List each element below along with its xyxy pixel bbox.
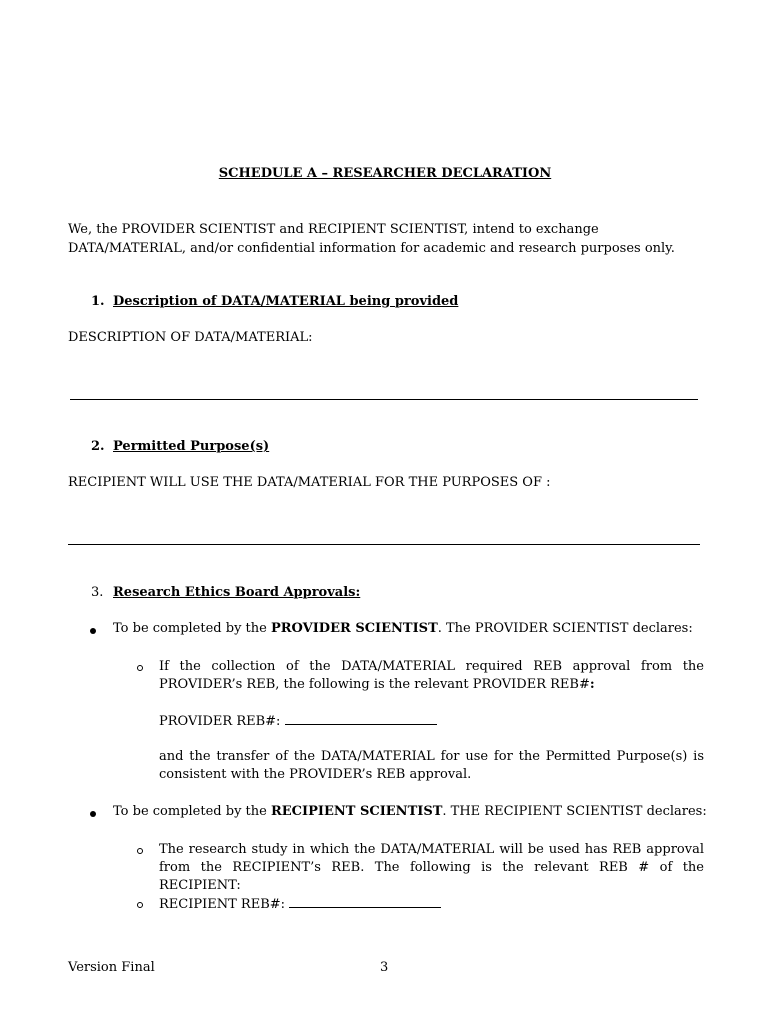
section-1-title: Description of DATA/MATERIAL being provided xyxy=(113,294,459,309)
provider-bullet xyxy=(113,621,693,636)
provider-reb-label: PROVIDER REB#: xyxy=(159,714,285,729)
provider-bullet-suffix: . The PROVIDER SCIENTIST declares: xyxy=(437,621,693,636)
section-1-number: 1. xyxy=(91,294,105,309)
bullet-icon xyxy=(90,628,96,634)
provider-consistency-statement: and the transfer of the DATA/MATERIAL for use for the Permitted Purpose(s) is consistent with the PROVIDER’s REB approval. xyxy=(159,749,704,782)
section-2-number: 2. xyxy=(91,439,105,454)
recipient-bullet xyxy=(113,804,707,819)
provider-reb-field[interactable] xyxy=(285,712,437,725)
recipient-reb-label: RECIPIENT REB#: xyxy=(159,897,290,912)
section-3-number: 3. xyxy=(91,585,104,600)
recipient-scientist-label: RECIPIENT SCIENTIST xyxy=(270,804,443,819)
purpose-blank-line[interactable] xyxy=(68,544,700,545)
intro-paragraph: We, the PROVIDER SCIENTIST and RECIPIENT SCIENTIST, intend to exchange DATA/MATERIAL, and/or confidential information for academic and research purposes only. xyxy=(68,222,675,256)
recipient-reb-field[interactable] xyxy=(289,895,441,908)
circle-bullet-icon xyxy=(137,902,143,908)
description-blank-line[interactable] xyxy=(70,399,698,400)
bullet-icon xyxy=(90,811,96,817)
recipient-reb-approval: The research study in which the DATA/MATERIAL will be used has REB approval from the RECIPIENT’s REB. The following is the relevant REB # of the RECIPIENT: xyxy=(159,842,704,893)
section-1-label: DESCRIPTION OF DATA/MATERIAL: xyxy=(68,330,313,345)
section-2-title: Permitted Purpose(s) xyxy=(113,439,270,454)
section-3-title: Research Ethics Board Approvals: xyxy=(113,585,361,600)
provider-scientist-label: PROVIDER SCIENTIST xyxy=(270,621,438,636)
recipient-reb-line xyxy=(159,895,704,914)
circle-bullet-icon xyxy=(137,665,143,671)
footer-page-number: 3 xyxy=(380,960,389,975)
footer-version: Version Final xyxy=(68,960,155,975)
section-2-heading xyxy=(91,439,269,454)
provider-bullet-prefix: To be completed by the xyxy=(113,621,271,636)
provider-reb-line xyxy=(159,712,704,731)
provider-reb-condition-colon: : xyxy=(589,677,595,692)
section-3-heading xyxy=(91,585,360,600)
recipient-bullet-prefix: To be completed by the xyxy=(113,804,271,819)
circle-bullet-icon xyxy=(137,848,143,854)
section-1-heading xyxy=(91,294,458,309)
page-title: SCHEDULE A – RESEARCHER DECLARATION xyxy=(218,166,552,181)
section-2-label: RECIPIENT WILL USE THE DATA/MATERIAL FOR THE PURPOSES OF : xyxy=(68,475,551,490)
recipient-bullet-suffix: . THE RECIPIENT SCIENTIST declares: xyxy=(442,804,707,819)
provider-reb-condition-text: If the collection of the DATA/MATERIAL required REB approval from the PROVIDER’s REB, the following is the relevant PROVIDER REB# xyxy=(159,659,704,692)
provider-reb-condition xyxy=(159,658,704,694)
